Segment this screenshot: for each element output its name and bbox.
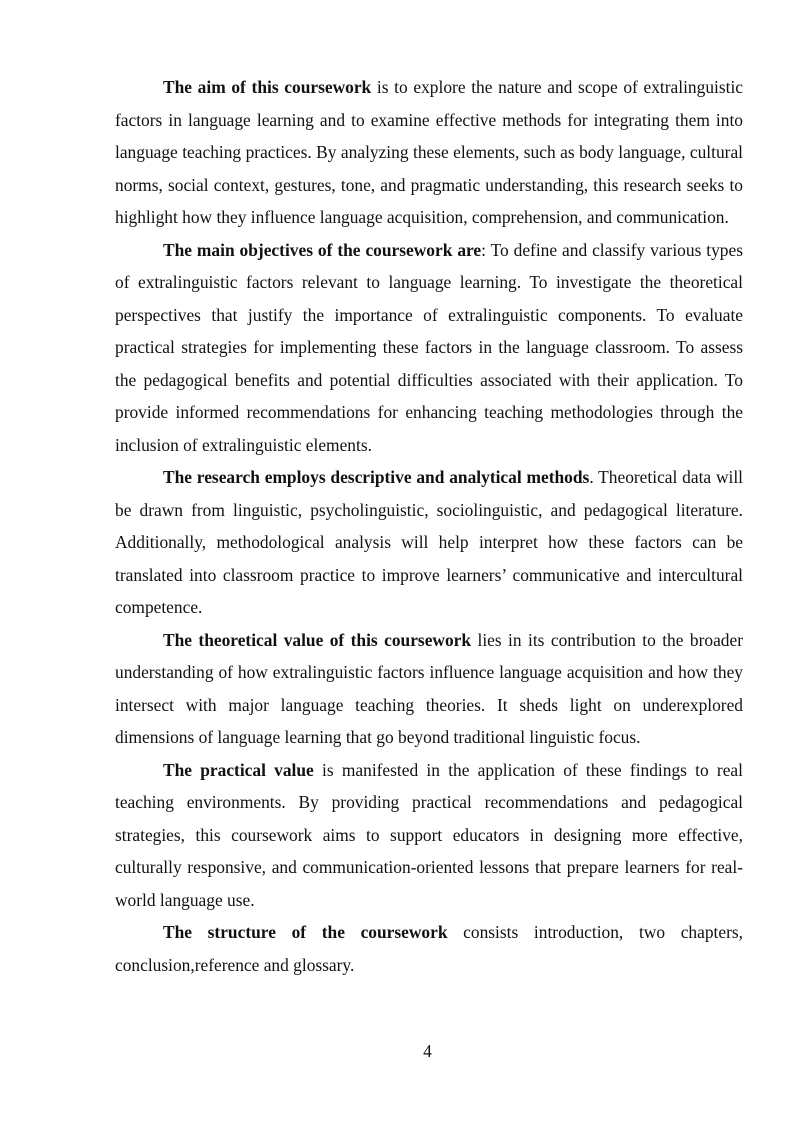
paragraph-lead: The structure of the coursework: [163, 922, 448, 942]
paragraph-text: is manifested in the application of these findings to real teaching environments. By providing practical recommendations and pedagogical strategies, this coursework aims to support educators in designing more effective, culturally responsive, and communication-oriented lessons that prepare learners for real-world language use.: [115, 759, 743, 910]
paragraph-text: is to explore the nature and scope of extralinguistic factors in language learning and to examine effective methods for integrating them into language teaching practices. By analyzing these elements, such as body language, cultural norms, social context, gestures, tone, and pragmatic understanding, this research seeks to highlight how they influence language acquisition, comprehension, and communication.: [115, 77, 743, 227]
paragraph-lead: The main objectives of the coursework are: [163, 239, 482, 260]
paragraph-lead: The practical value: [163, 759, 314, 780]
paragraph-practical-value: [115, 754, 743, 917]
paragraph-objectives: [115, 234, 743, 462]
paragraph-lead: The research employs descriptive and analytical methods: [163, 467, 590, 487]
paragraph-methods: [115, 461, 743, 624]
paragraph-structure: [115, 916, 743, 981]
paragraph-theoretical-value: [115, 624, 743, 754]
paragraph-text: . Theoretical data will be drawn from linguistic, psycholinguistic, sociolinguistic, and pedagogical literature. Additionally, methodological analysis will help interpret how these factors can be translated into classroom practice to improve learners’ communicative and intercultural competence.: [115, 467, 743, 617]
paragraph-text: consists introduction, two chapters, conclusion,reference and glossary.: [115, 922, 743, 975]
paragraph-text: : To define and classify various types of extralinguistic factors relevant to language learning. To investigate the theoretical perspectives that justify the importance of extralinguistic components. To evaluate practical strategies for implementing these factors in the language classroom. To assess the pedagogical benefits and potential difficulties associated with their application. To provide informed recommendations for enhancing teaching methodologies through the inclusion of extralinguistic elements.: [115, 239, 743, 455]
paragraph-text: lies in its contribution to the broader understanding of how extralinguistic factors influence language acquisition and how they intersect with major language teaching theories. It sheds light on underexplored dimensions of language learning that go beyond traditional linguistic focus.: [115, 629, 743, 747]
paragraph-lead: The theoretical value of this coursework: [163, 629, 472, 650]
page-number: 4: [423, 1041, 432, 1061]
paragraph-lead: The aim of this coursework: [163, 77, 372, 97]
paragraph-aim: [115, 71, 743, 234]
body-text: [115, 71, 743, 981]
